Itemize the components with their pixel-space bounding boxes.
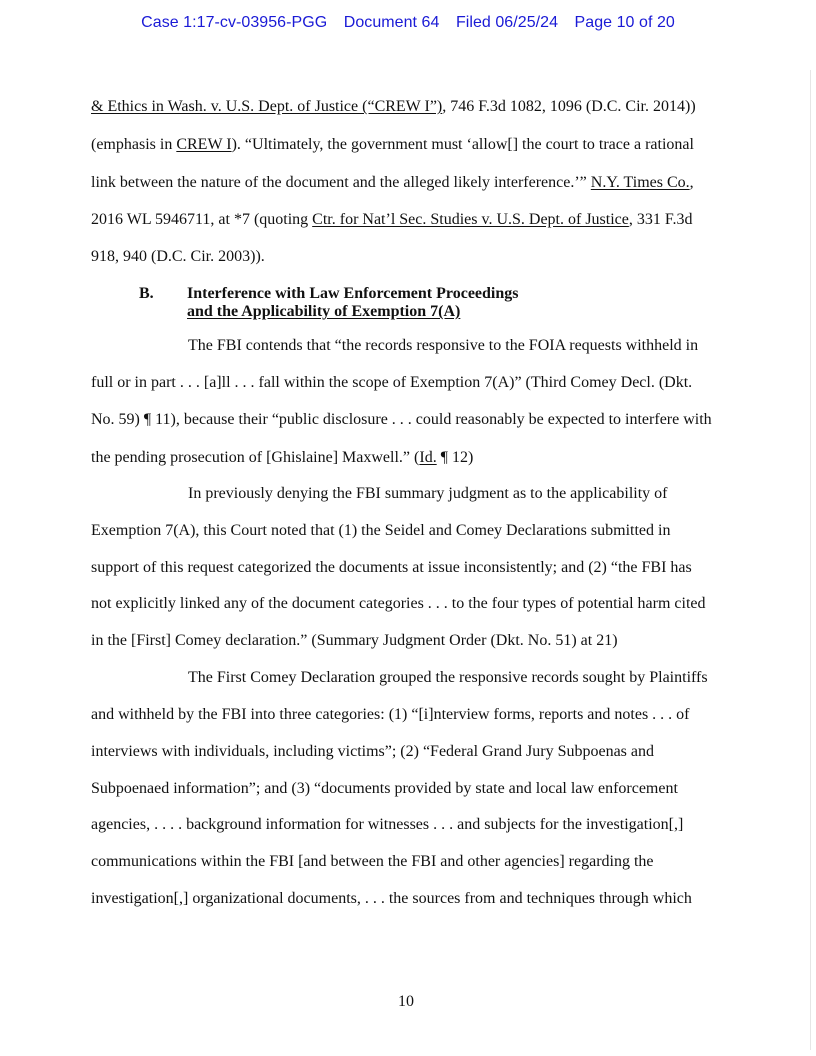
section-title-line1: Interference with Law Enforcement Proceedings — [187, 285, 519, 302]
filed-date: Filed 06/25/24 — [455, 14, 559, 31]
page-number: 10 — [398, 993, 414, 1010]
case-header — [0, 14, 816, 32]
text-line: Exemption 7(A), this Court noted that (1) the Seidel and Comey Declarations submitted in — [91, 522, 671, 539]
text-line: link between the nature of the document and the alleged likely interference.’” N.Y. Times Co., — [91, 174, 694, 191]
text-line: and withheld by the FBI into three categories: (1) “[i]nterview forms, reports and notes . . . of — [91, 706, 690, 723]
case-citation: CREW I — [176, 136, 232, 153]
text-line: investigation[,] organizational documents, . . . the sources from and techniques through which — [91, 890, 692, 907]
text-line: 918, 940 (D.C. Cir. 2003)). — [91, 248, 265, 265]
case-citation: N.Y. Times Co. — [590, 174, 690, 191]
text-line: communications within the FBI [and between the FBI and other agencies] regarding the — [91, 853, 654, 870]
page-edge-line — [810, 70, 811, 1050]
text-line: (emphasis in CREW I). “Ultimately, the government must ‘allow[] the court to trace a rational — [91, 136, 694, 153]
text-line: not explicitly linked any of the document categories . . . to the four types of potential harm cited — [91, 595, 706, 612]
id-citation: Id. — [419, 449, 437, 466]
text-line: & Ethics in Wash. v. U.S. Dept. of Justice (“CREW I”), 746 F.3d 1082, 1096 (D.C. Cir. 2014)) — [91, 98, 696, 115]
section-title-line2: and the Applicability of Exemption 7(A) — [187, 303, 461, 320]
paragraph-first-line: The First Comey Declaration grouped the responsive records sought by Plaintiffs — [188, 669, 708, 686]
document-number: Document 64 — [343, 14, 440, 31]
text-line: in the [First] Comey declaration.” (Summary Judgment Order (Dkt. No. 51) at 21) — [91, 632, 618, 649]
section-heading — [187, 285, 518, 321]
text-line: Subpoenaed information”; and (3) “documents provided by state and local law enforcement — [91, 780, 678, 797]
text-line: interviews with individuals, including victims”; (2) “Federal Grand Jury Subpoenas and — [91, 743, 654, 760]
text-line: agencies, . . . . background information for witnesses . . . and subjects for the investigation[,] — [91, 816, 684, 833]
text-line: 2016 WL 5946711, at *7 (quoting Ctr. for Nat’l Sec. Studies v. U.S. Dept. of Justice, 331 F.3d — [91, 211, 693, 228]
text-line: the pending prosecution of [Ghislaine] Maxwell.” (Id. ¶ 12) — [91, 449, 474, 466]
text-line: No. 59) ¶ 11), because their “public disclosure . . . could reasonably be expected to interfere with — [91, 411, 712, 428]
paragraph-first-line: The FBI contends that “the records responsive to the FOIA requests withheld in — [188, 337, 699, 354]
case-number: Case 1:17-cv-03956-PGG — [141, 14, 328, 31]
text-line: support of this request categorized the documents at issue inconsistently; and (2) “the FBI has — [91, 559, 692, 576]
case-citation: & Ethics in Wash. v. U.S. Dept. of Justice (“CREW I”) — [91, 98, 443, 115]
section-letter: B. — [139, 285, 154, 302]
paragraph-first-line: In previously denying the FBI summary judgment as to the applicability of — [188, 485, 668, 502]
case-citation: Ctr. for Nat’l Sec. Studies v. U.S. Dept. of Justice — [312, 211, 629, 228]
page-indicator: Page 10 of 20 — [574, 14, 675, 31]
text-line: full or in part . . . [a]ll . . . fall within the scope of Exemption 7(A)” (Third Comey Decl. (Dkt. — [91, 374, 693, 391]
